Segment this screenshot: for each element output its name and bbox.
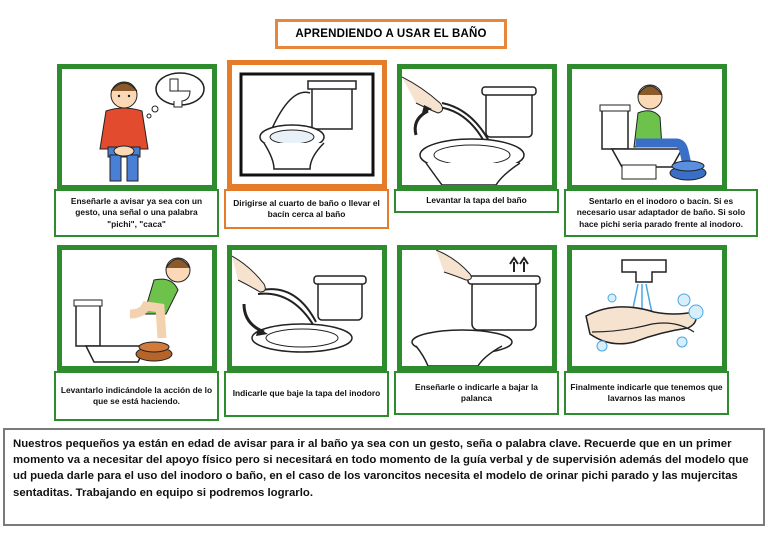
child-sitting-on-toilet-icon [572,69,722,185]
child-standing-up-icon [62,250,212,366]
child-thinking-of-toilet-icon [62,69,212,185]
step-3-caption: Levantar la tapa del baño [394,189,559,213]
step-2-caption: Dirigirse al cuarto de baño o llevar el bacín cerca al baño [224,189,389,229]
parent-note: Nuestros pequeños ya están en edad de avisar para ir al baño ya sea con un gesto, seña o palabra clave. Recuerde que en un primer momento va a necesitar del apoyo físico pero si necesitará en todo momento de la guía verbal y de supervisión además del modelo que ud pueda darle para el uso del inodoro o baño, en el caso de los varoncitos necesita el modelo de orinar pichi parado y las mujercitas sentaditas. Trabajando en equipo si podremos lograrlo. [3,428,765,526]
step-2-card [227,60,387,189]
step-4-card [567,64,727,190]
step-6-card [227,245,387,371]
step-5-card [57,245,217,371]
hand-lifting-lid-icon [402,69,552,185]
step-1-card [57,64,217,190]
step-1-caption: Enseñarle a avisar ya sea con un gesto, una señal o una palabra "pichi", "caca" [54,189,219,237]
step-8-caption: Finalmente indicarle que tenemos que lavarnos las manos [564,371,729,415]
step-8-card [567,245,727,371]
step-5-caption: Levantarlo indicándole la acción de lo que se está haciendo. [54,371,219,421]
flush-lever-icon [402,250,552,366]
hand-lowering-lid-icon [232,250,382,366]
step-6-caption: Indicarle que baje la tapa del inodoro [224,371,389,417]
step-4-caption: Sentarlo en el inodoro o bacín. Si es necesario usar adaptador de baño. Si solo hace pichi seria parado frente al inodoro. [564,189,758,237]
step-7-caption: Enseñarle o indicarle a bajar la palanca [394,371,559,415]
toilet-icon [232,65,382,184]
washing-hands-icon [572,250,722,366]
page-title: APRENDIENDO A USAR EL BAÑO [275,19,507,49]
step-3-card [397,64,557,190]
step-7-card [397,245,557,371]
